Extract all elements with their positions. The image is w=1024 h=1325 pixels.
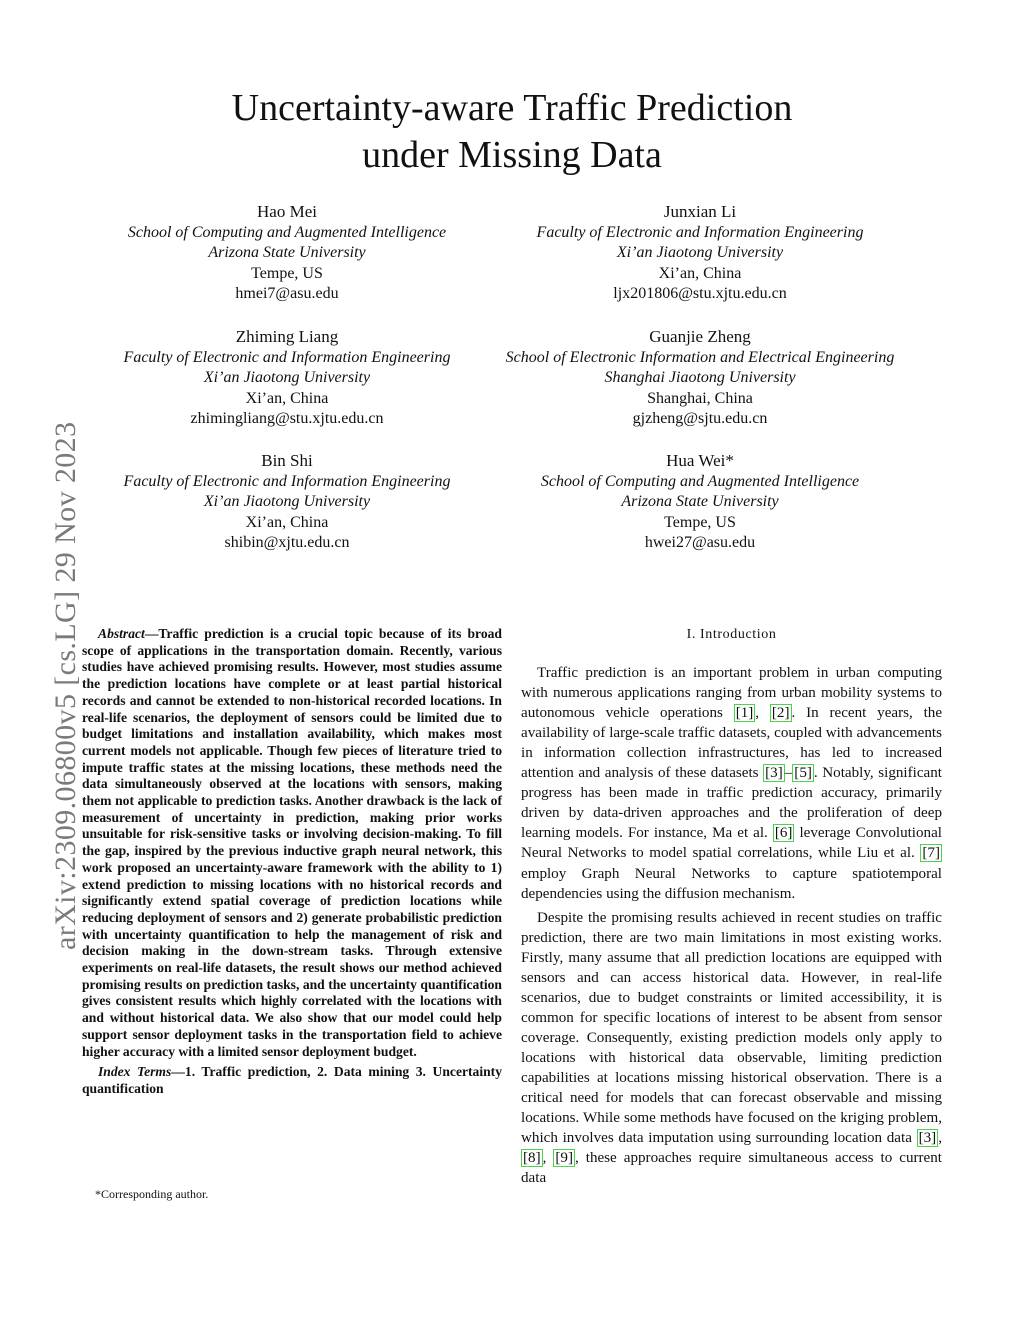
index-terms-text: —1. Traffic prediction, 2. Data mining 3. Uncertainty quantification: [82, 1064, 502, 1096]
author-university: Xi’an Jiaotong University: [203, 369, 371, 387]
author-name: Hua Wei*: [666, 451, 734, 470]
author-city: Xi’an, China: [245, 513, 329, 531]
text-run: employ Graph Neural Networks to capture spatiotemporal dependencies using the diffusion mechanism.: [521, 865, 942, 902]
abstract-text: —Traffic prediction is a crucial topic because of its broad scope of applications in the transportation domain. Recently, various studies have achieved promising results. However, most studies assume the prediction locations have complete or at least partial historical records and cannot be extended to non-historical recorded locations. In real-life scenarios, the deployment of sensors could be limited due to budget limitations and installation availability, which makes most current models not applicable. Though few pieces of literature tried to impute traffic states at the missing locations, these methods need the data simultaneously observed at the locations with sensors, making them not applicable to prediction tasks. Another drawback is the lack of measurement of uncertainty in prediction, making prior works unsuitable for risk-sensitive tasks or involving decision-making. To fill the gap, inspired by the previous inductive graph neural network, this work proposed an uncertainty-aware framework with the ability to 1) extend prediction to missing locations with no historical records and significantly extend spatial coverage of prediction locations while reducing deployment of sensors and 2) generate probabilistic prediction with uncertainty quantification to help the management of risk and decision making in the down-stream tasks. Through extensive experiments on real-life datasets, the result shows our method achieved promising results on prediction tasks, and the uncertainty quantification gives consistent results which highly correlated with the locations with and without historical data. We also show that our model could help support sensor deployment tasks in the transportation field to achieve higher accuracy with a limited sensor deployment budget.: [82, 626, 502, 1059]
author-department: School of Electronic Information and Electrical Engineering: [505, 348, 895, 366]
citation-link[interactable]: [6]: [774, 825, 793, 842]
author-university: Arizona State University: [208, 244, 366, 262]
intro-paragraph-1: [521, 663, 942, 904]
introduction-heading: I. Introduction: [686, 627, 777, 642]
title-line-2: under Missing Data: [362, 134, 662, 176]
author-name: Bin Shi: [261, 451, 313, 470]
author-university: Xi’an Jiaotong University: [616, 244, 784, 262]
author-block-1: [94, 202, 480, 305]
text-run: –: [784, 765, 793, 782]
author-city: Tempe, US: [251, 264, 323, 282]
author-department: Faculty of Electronic and Information Engineering: [536, 223, 864, 241]
text-run: ,: [542, 1150, 554, 1167]
abstract-paragraph: [82, 626, 502, 1060]
text-run: , these approaches require simultaneous access to current data: [521, 1150, 942, 1187]
author-email: zhimingliang@stu.xjtu.edu.cn: [190, 410, 384, 428]
author-email: ljx201806@stu.xjtu.edu.cn: [613, 285, 787, 303]
author-name: Hao Mei: [257, 202, 317, 221]
text-run: Traffic prediction is an important problem in urban computing with numerous applications ranging from urban mobility systems to autonomous vehicle operations: [521, 665, 942, 722]
citation-link[interactable]: [3]: [918, 1130, 937, 1147]
arxiv-sidebar-stamp: arXiv:2309.06800v5 [cs.LG] 29 Nov 2023: [49, 421, 82, 950]
author-block-3: [94, 327, 480, 430]
citation-link[interactable]: [3]: [765, 765, 783, 782]
text-run: Despite the promising results achieved in recent studies on traffic prediction, there are two main limitations in most existing works. Firstly, many assume that all prediction locations are equipped with sensors and can access historical data. However, in real-life scenarios, due to budget constraints or limited accessibility, it is common for specific locations of interest to be absent from sensor coverage. Consequently, existing prediction models only apply to locations with historical data observable, limiting prediction capabilities at locations missing historical observation. There is a critical need for models that can forecast observable and missing locations. While some methods have focused on the kriging problem, which involves data imputation using surrounding location data: [521, 909, 942, 1147]
citation-link[interactable]: [9]: [555, 1150, 573, 1167]
corresponding-author-footnote: *Corresponding author.: [95, 1187, 209, 1201]
index-terms-label: Index Terms: [98, 1064, 172, 1080]
author-block-4: [494, 327, 906, 430]
citation-link[interactable]: [1]: [735, 705, 754, 722]
intro-paragraph-2: [521, 908, 942, 1189]
introduction-section: [521, 625, 942, 1188]
author-name: Zhiming Liang: [235, 327, 339, 346]
author-city: Xi’an, China: [245, 389, 329, 407]
text-run: ,: [755, 705, 770, 722]
text-run: . Notably, significant progress has been made in traffic prediction accuracy, primarily driven by data-driven approaches and the proliferation of deep learning models. For instance, Ma et al.: [521, 765, 942, 842]
citation-link[interactable]: [7]: [922, 845, 940, 862]
author-email: gjzheng@sjtu.edu.cn: [632, 410, 768, 428]
paper-title: [0, 85, 1024, 179]
author-name: Junxian Li: [663, 202, 737, 221]
author-department: Faculty of Electronic and Information Engineering: [123, 472, 451, 490]
author-university: Xi’an Jiaotong University: [203, 493, 371, 511]
text-run: ,: [938, 1130, 942, 1147]
author-block-2: [494, 202, 906, 305]
abstract-section: [82, 626, 502, 1098]
text-run: . In recent years, the availability of large-scale traffic datasets, coupled with advancements in information collection infrastructures, has led to increased attention and analysis of these datasets: [521, 705, 943, 782]
abstract-label: Abstract: [98, 626, 145, 641]
author-city: Xi’an, China: [658, 264, 742, 282]
citation-link[interactable]: [5]: [794, 765, 812, 782]
author-city: Tempe, US: [664, 513, 736, 531]
index-terms-paragraph: [82, 1064, 502, 1097]
author-city: Shanghai, China: [647, 389, 753, 407]
text-run: leverage Convolutional Neural Networks to model spatial correlations, while Liu et al.: [521, 825, 942, 862]
author-university: Shanghai Jiaotong University: [604, 369, 796, 387]
author-department: School of Computing and Augmented Intelligence: [127, 223, 447, 241]
author-email: shibin@xjtu.edu.cn: [224, 534, 350, 552]
author-email: hwei27@asu.edu: [644, 534, 756, 552]
title-line-1: Uncertainty-aware Traffic Prediction: [231, 87, 793, 129]
author-block-6: [494, 451, 906, 554]
author-university: Arizona State University: [621, 493, 779, 511]
author-email: hmei7@asu.edu: [235, 285, 339, 303]
citation-link[interactable]: [8]: [523, 1150, 541, 1167]
author-block-5: [94, 451, 480, 554]
author-name: Guanjie Zheng: [649, 327, 751, 346]
author-department: School of Computing and Augmented Intelligence: [540, 472, 860, 490]
citation-link[interactable]: [2]: [771, 705, 790, 722]
author-department: Faculty of Electronic and Information Engineering: [123, 348, 451, 366]
